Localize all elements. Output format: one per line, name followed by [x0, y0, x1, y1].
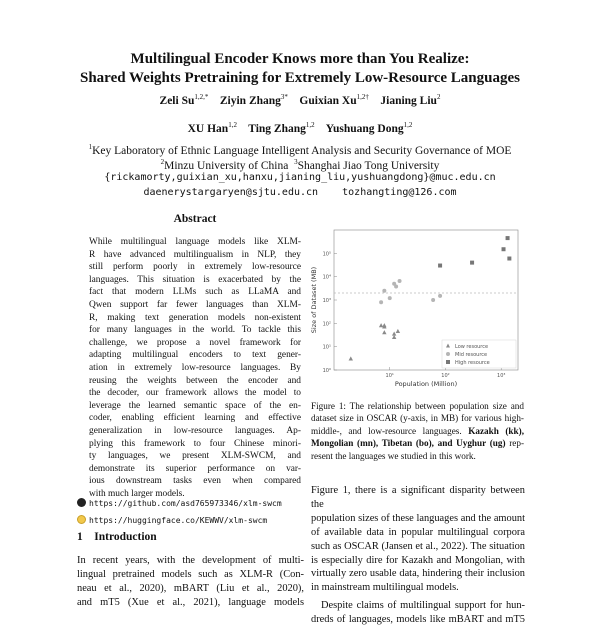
y-axis-label: Size of Dataset (MB)	[310, 266, 318, 334]
title-line-1: Multilingual Encoder Knows more than You Realize:	[130, 51, 470, 67]
body-line: Despite claims of multilingual support for hun-	[321, 600, 525, 612]
abstract-heading: Abstract	[173, 213, 217, 225]
data-point-low	[379, 323, 383, 327]
abstract-body	[89, 236, 301, 500]
affiliation-1: $^1$Key Laboratory of Ethnic Language Intelligent Analysis and Security Governance of MOE	[88, 143, 512, 157]
caption-line: middle-, and low-resource languages. Kazakh (kk),	[311, 425, 524, 436]
abstract-line: with much larger models.	[89, 488, 185, 499]
data-point-mid	[431, 298, 435, 302]
section-heading: 1 Introduction	[77, 531, 157, 543]
intro-line: neau et al., 2020), mBART (Liu et al., 2020),	[77, 582, 304, 594]
abstract-line: challenge, we propose a novel framework for	[89, 337, 301, 348]
y-tick-label: 10¹	[322, 344, 331, 351]
abstract-line: adapting multilingual encoders to text gener-	[89, 350, 301, 361]
y-tick-label: 10⁰	[322, 368, 331, 374]
abstract-line: reusing the weights between the encoder and	[89, 375, 301, 386]
data-point-high	[507, 257, 511, 261]
legend-label: High resource	[455, 360, 490, 366]
author-row-1	[0, 93, 600, 107]
intro-line: and mT5 (Xue et al., 2021), language models	[77, 596, 304, 608]
figure-caption	[311, 400, 524, 462]
github-link-row[interactable]	[77, 493, 307, 511]
abstract-line: still perform poorly in extremely low-resource	[89, 262, 301, 273]
abstract-line: ty languages, we present XLM-SWCM, and	[89, 451, 301, 462]
y-tick-label: 10⁴	[322, 274, 331, 281]
abstract-line: languages. This situation is exacerbated by the	[89, 274, 301, 285]
intro-line: In recent years, with the development of multi-	[77, 555, 304, 566]
abstract-line: demonstrate its superior performance on var-	[89, 463, 301, 474]
data-point-high	[502, 247, 506, 251]
author: Guixian $Xu^{1,2\dagger}$	[299, 93, 369, 107]
body-line: of available data in popular multilingual corpora	[311, 526, 525, 538]
y-tick-label: 10⁵	[322, 251, 331, 258]
body-line: population sizes of these languages and the amount	[311, 512, 525, 524]
abstract-line: ious downstream tasks even when compared	[89, 476, 301, 487]
data-point-high	[438, 264, 442, 268]
data-point-mid	[394, 284, 398, 288]
github-link[interactable]: https://github.com/asd765973346/xlm-swcm	[89, 499, 282, 508]
data-point-mid	[388, 296, 392, 300]
body-line: is especially dire for Kazakh and Mongolian, with	[311, 554, 525, 566]
data-point-low	[349, 356, 353, 360]
legend-marker	[446, 352, 450, 356]
abstract-line: coder, enabling efficient learning and effective	[89, 413, 301, 424]
x-tick-label: 10³	[497, 373, 506, 379]
intro-line: lingual pretrained models such as XLM-R (Con-	[77, 568, 304, 580]
huggingface-link[interactable]: https://huggingface.co/KEWWV/xlm-swcm	[89, 516, 268, 525]
figure-1-chart	[306, 220, 528, 392]
email-line-2: daenerystargaryen@sjtu.edu.cn tozhangting@126.com	[143, 187, 457, 198]
legend-label: Low resource	[455, 344, 489, 350]
huggingface-icon	[77, 515, 86, 524]
data-point-high	[470, 261, 474, 265]
author: Yushuang Dong$^{1,2}$	[325, 121, 413, 135]
x-tick-label: 10²	[441, 373, 450, 379]
data-point-mid	[382, 289, 386, 293]
abstract-line: plying this framework to four Chinese minori-	[89, 438, 301, 449]
y-tick-label: 10²	[322, 321, 331, 328]
abstract-line: While multilingual language models like XLM-	[89, 237, 301, 247]
legend-marker	[446, 360, 450, 364]
body-line: in mainstream multilingual models.	[311, 582, 459, 594]
body-line: such as OSCAR (Jansen et al., 2022). The situation	[311, 540, 525, 552]
abstract-line: leverage the learned semantic space of the en-	[89, 400, 301, 411]
hf-link-row[interactable]	[77, 510, 307, 528]
paper-title	[0, 50, 600, 88]
abstract-line: the decoder, our framework allows the model to	[89, 388, 301, 399]
author: XU Han$^{1,2}$	[187, 121, 237, 135]
data-point-mid	[379, 300, 383, 304]
title-line-2: Shared Weights Pretraining for Extremely Low-Resource Languages	[80, 70, 520, 86]
author: Ziyin Zhang$^{3*}$	[219, 93, 288, 107]
caption-line: dataset size in OSCAR (y-axis, in MB) for various high-	[311, 413, 524, 424]
caption-line: Figure 1: The relationship between population size and	[311, 401, 524, 411]
x-axis-label: Population (Million)	[394, 380, 458, 388]
data-point-high	[506, 236, 510, 240]
caption-line: Mongolian (mn), Tibetan (bo), and Uyghur (ug) rep-	[311, 438, 525, 449]
body-line: dreds of languages, models like mBART and mT5	[311, 614, 525, 626]
abstract-line: generalization in low-resource languages. Ap-	[89, 425, 301, 436]
author: Jianing Liu$^2$	[380, 93, 441, 107]
author: Ting Zhang$^{1,2}$	[248, 121, 315, 135]
data-point-low	[396, 329, 400, 333]
email-line-1: {rickamorty,guixian_xu,hanxu,jianing_liu,yushuangdong}@muc.edu.cn	[104, 172, 496, 183]
author: Zeli $Su^{1,2,*}$	[159, 93, 209, 107]
right-column-body	[311, 484, 525, 627]
legend-label: Mid resource	[455, 352, 488, 358]
data-point-low	[382, 330, 386, 334]
abstract-line: R, making text generation models non-existent	[89, 312, 301, 323]
abstract-line: fact that modern LLMs such as LLaMA and	[89, 287, 301, 298]
x-tick-label: 10¹	[385, 373, 394, 379]
body-line: virtually zero usable data, hindering their inclusion	[311, 568, 525, 580]
author-row-2	[0, 121, 600, 135]
abstract-line: ation in extremely low-resource languages. By	[89, 362, 301, 373]
data-point-mid	[398, 279, 402, 283]
intro-body	[77, 554, 304, 610]
abstract-line: Qwen support far fewer languages than XLM-	[89, 299, 301, 310]
abstract-line: for many languages in the world. To tackle this	[89, 325, 301, 336]
body-line: Figure 1, there is a significant disparity between the	[311, 485, 525, 510]
abstract-line: R have advanced multilingualism in NLP, they	[89, 249, 301, 260]
caption-line: resent the languages we studied in this work.	[311, 450, 476, 461]
affiliation-2-3: $^2$Minzu University of China $^3$Shanghai Jiao Tong University	[160, 158, 440, 172]
github-icon	[77, 498, 86, 507]
data-point-mid	[438, 294, 442, 298]
y-tick-label: 10³	[322, 298, 331, 304]
